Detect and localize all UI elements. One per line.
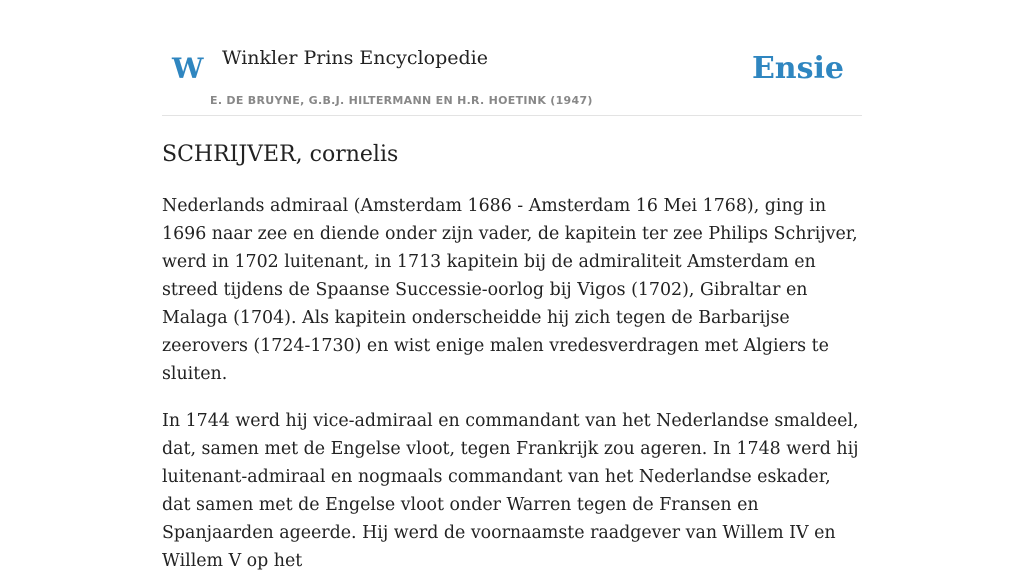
source-authors: E. DE BRUYNE, G.B.J. HILTERMANN EN H.R. HOETINK (1947) bbox=[210, 94, 593, 107]
article-paragraph: In 1744 werd hij vice-admiraal en commandant van het Nederlandse smaldeel, dat, samen met de Engelse vloot, tegen Frankrijk zou ageren. In 1748 werd hij luitenant-admiraal en nogmaals commandant van het Nederlandse eskader, dat samen met de Engelse vloot onder Warren tegen de Fransen en Spanjaarden ageerde. Hij werd de voornaamste raadgever van Willem IV en Willem V op het bbox=[162, 411, 859, 571]
winkler-prins-logo[interactable]: W bbox=[172, 52, 204, 85]
source-title[interactable]: Winkler Prins Encyclopedie bbox=[222, 47, 488, 69]
article bbox=[162, 138, 862, 575]
article-title: SCHRIJVER, cornelis bbox=[162, 142, 399, 167]
site-header bbox=[162, 0, 862, 116]
article-paragraph: Nederlands admiraal (Amsterdam 1686 - Amsterdam 16 Mei 1768), ging in 1696 naar zee en diende onder zijn vader, de kapitein ter zee Philips Schrijver, werd in 1702 luitenant, in 1713 kapitein bij de admiraliteit Amsterdam en streed tijdens de Spaanse Successie-oorlog bij Vigos (1702), Gibraltar en Malaga (1704). Als kapitein onderscheidde hij zich tegen de Barbarijse zeerovers (1724-1730) en wist enige malen vredesverdragen met Algiers te sluiten. bbox=[162, 196, 858, 384]
ensie-logo-link[interactable]: Ensie bbox=[751, 51, 844, 86]
